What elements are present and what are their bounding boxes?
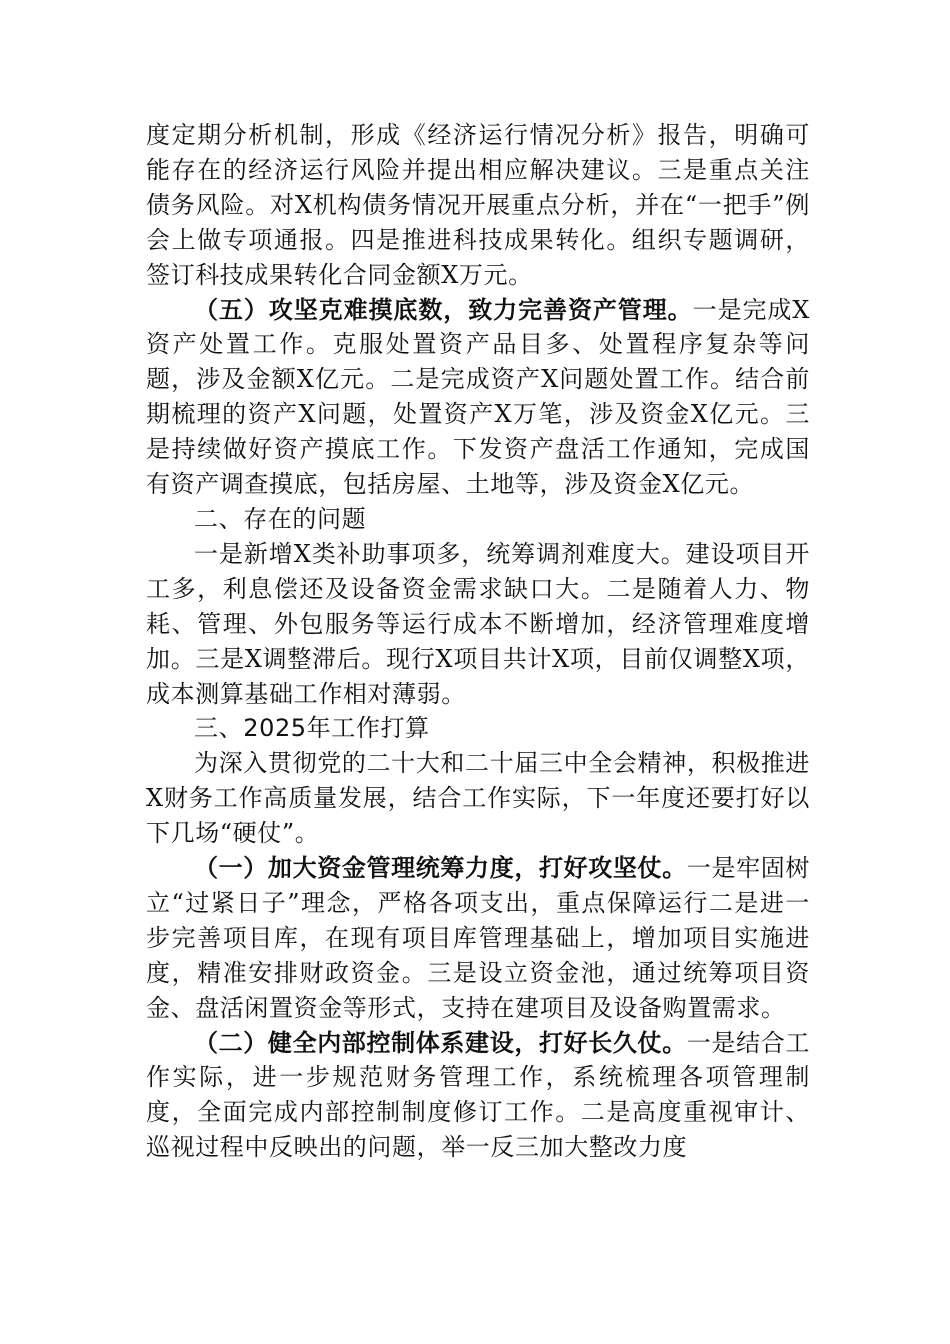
paragraph-lead: （五）攻坚克难摸底数，致力完善资产管理。 — [194, 294, 693, 324]
document-body — [146, 118, 810, 1165]
paragraph-fund-management — [146, 851, 810, 1026]
paragraph-problems — [146, 537, 810, 712]
paragraph-plan-intro — [146, 746, 810, 851]
paragraph-text: 一是完成X资产处置工作。克服处置资产品目多、处置程序复杂等问题，涉及金额X亿元。二是完成资产X问题处置工作。结合前期梳理的资产X问题，处置资产X万笔，涉及资金X亿元。三是持续做好资产摸底工作。下发资产盘活工作通知，完成国有资产调查摸底，包括房屋、土地等，涉及资金X亿元。 — [146, 295, 810, 499]
paragraph-asset-management — [146, 293, 810, 502]
paragraph-internal-control — [146, 1026, 810, 1166]
section-heading-plan-2025: 三、2025年工作打算 — [194, 714, 430, 743]
paragraph-text: 一是新增X类补助事项多，统筹调剂难度大。建设项目开工多，利息偿还及设备资金需求缺口大。二是随着人力、物耗、管理、外包服务等运行成本不断增加，经济管理难度增加。三是X调整滞后。现行X项目共计X项，目前仅调整X项，成本测算基础工作相对薄弱。 — [146, 539, 810, 708]
paragraph-text: 为深入贯彻党的二十大和二十届三中全会精神，积极推进X财务工作高质量发展，结合工作实际，下一年度还要打好以下几场“硬仗”。 — [146, 749, 810, 848]
paragraph-lead: （二）健全内部控制体系建设，打好长久仗。 — [194, 1027, 687, 1057]
paragraph-text: 度定期分析机制，形成《经济运行情况分析》报告，明确可能存在的经济运行风险并提出相应解决建议。三是重点关注债务风险。对X机构债务情况开展重点分析，并在“一把手”例会上做专项通报。四是推进科技成果转化。组织专题调研，签订科技成果转化合同金额X万元。 — [146, 121, 810, 289]
paragraph-text: 一是牢固树立“过紧日子”理念，严格各项支出，重点保障运行二是进一步完善项目库，在现有项目库管理基础上，增加项目实施进度，精准安排财政资金。三是设立资金池，通过统筹项目资金、盘活闲置资金等形式，支持在建项目及设备购置需求。 — [146, 854, 811, 1022]
paragraph-analysis-mechanism — [146, 118, 810, 293]
paragraph-text: 一是结合工作实际，进一步规范财务管理工作，系统梳理各项管理制度，全面完成内部控制制度修订工作。二是高度重视审计、巡视过程中反映出的问题，举一反三加大整改力度 — [146, 1028, 811, 1162]
paragraph-lead: （一）加大资金管理统筹力度，打好攻坚仗。 — [194, 853, 687, 883]
section-heading-problems: 二、存在的问题 — [194, 504, 367, 533]
